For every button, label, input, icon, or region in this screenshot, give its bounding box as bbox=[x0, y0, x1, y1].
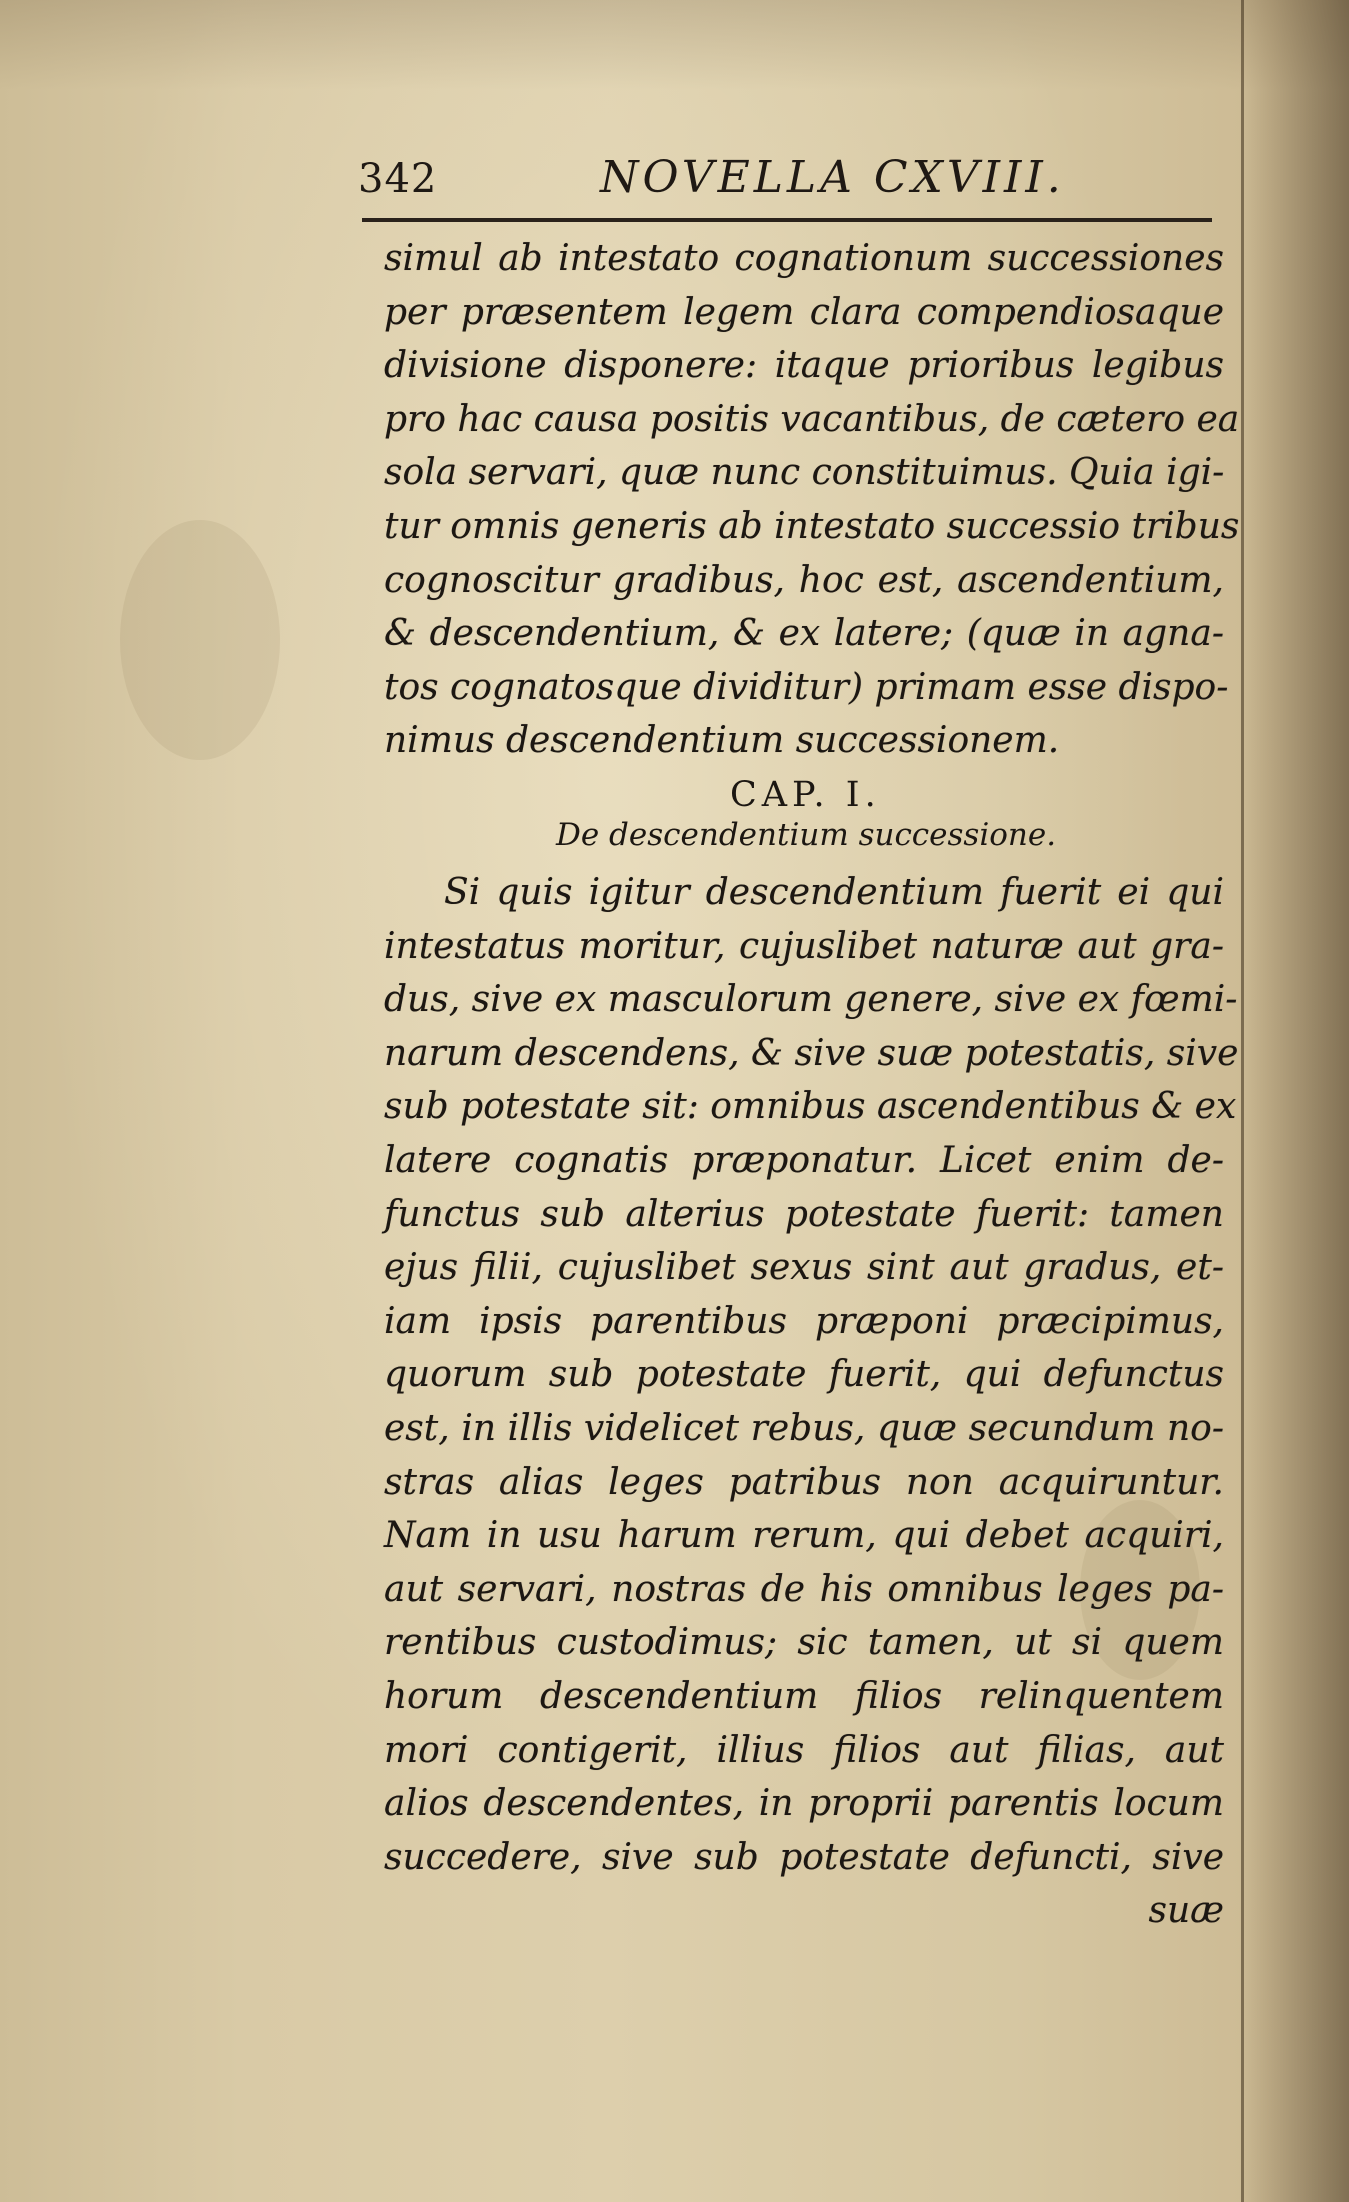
text-line: per præsentem legem clara compendiosaque bbox=[384, 291, 1224, 333]
paper-stain bbox=[120, 520, 280, 760]
text-line: divisione disponere: itaque prioribus legibus bbox=[384, 345, 1224, 387]
chapter-heading: CAP. I. bbox=[730, 775, 881, 815]
text-line: stras alias leges patribus non acquiruntur. bbox=[384, 1461, 1224, 1503]
text-line: Si quis igitur descendentium fuerit ei qui bbox=[444, 872, 1224, 913]
running-title: NOVELLA CXVIII. bbox=[600, 152, 1065, 203]
page-number: 342 bbox=[358, 156, 438, 202]
text-line: horum descendentium filios relinquentem bbox=[384, 1675, 1224, 1717]
binding-gutter bbox=[1239, 0, 1349, 2202]
text-line: succedere, sive sub potestate defuncti, sive bbox=[384, 1836, 1224, 1878]
text-line: aut servari, nostras de his omnibus leges pa- bbox=[384, 1568, 1224, 1610]
text-line: sub potestate sit: omnibus ascendentibus & ex bbox=[384, 1086, 1237, 1128]
text-line: alios descendentes, in proprii parentis locum bbox=[384, 1783, 1224, 1825]
text-line: simul ab intestato cognationum successiones bbox=[384, 238, 1224, 279]
text-line: ejus filii, cujuslibet sexus sint aut gradus, et- bbox=[384, 1247, 1224, 1289]
text-line: latere cognatis præponatur. Licet enim de- bbox=[384, 1139, 1224, 1181]
page-header bbox=[358, 152, 1208, 212]
text-line: iam ipsis parentibus præponi præcipimus, bbox=[384, 1300, 1224, 1342]
text-line: functus sub alterius potestate fuerit: tamen bbox=[384, 1193, 1224, 1235]
text-line: intestatus moritur, cujuslibet naturæ aut gra- bbox=[384, 925, 1224, 967]
text-line: narum descendens, & sive suæ potestatis, sive bbox=[384, 1032, 1239, 1074]
text-line: nimus descendentium successionem. bbox=[384, 720, 1060, 762]
chapter-subtitle: De descendentium successione. bbox=[556, 817, 1057, 853]
text-line: tos cognatosque dividitur) primam esse dispo- bbox=[384, 666, 1229, 708]
text-line: mori contigerit, illius filios aut filias, aut bbox=[384, 1729, 1224, 1771]
text-line: pro hac causa positis vacantibus, de cætero ea bbox=[384, 398, 1240, 440]
chapter-paragraph bbox=[384, 866, 1239, 1938]
text-line: est, in illis videlicet rebus, quæ secundum no- bbox=[384, 1407, 1224, 1449]
text-line: & descendentium, & ex latere; (quæ in agna- bbox=[384, 613, 1224, 655]
intro-paragraph bbox=[384, 232, 1240, 768]
header-rule bbox=[362, 218, 1212, 222]
text-line: quorum sub potestate fuerit, qui defunctus bbox=[384, 1354, 1224, 1396]
text-line: sola servari, quæ nunc constituimus. Quia igi- bbox=[384, 452, 1225, 494]
catchword: suæ bbox=[1148, 1890, 1224, 1932]
text-line: dus, sive ex masculorum genere, sive ex fœmi- bbox=[384, 979, 1238, 1021]
text-line: rentibus custodimus; sic tamen, ut si quem bbox=[384, 1622, 1224, 1664]
top-shadow bbox=[0, 0, 1349, 90]
text-line: cognoscitur gradibus, hoc est, ascendentium, bbox=[384, 559, 1224, 601]
text-line: Nam in usu harum rerum, qui debet acquiri, bbox=[384, 1515, 1224, 1557]
page-fold bbox=[1241, 0, 1244, 2202]
text-line: tur omnis generis ab intestato successio tribus bbox=[384, 505, 1240, 547]
